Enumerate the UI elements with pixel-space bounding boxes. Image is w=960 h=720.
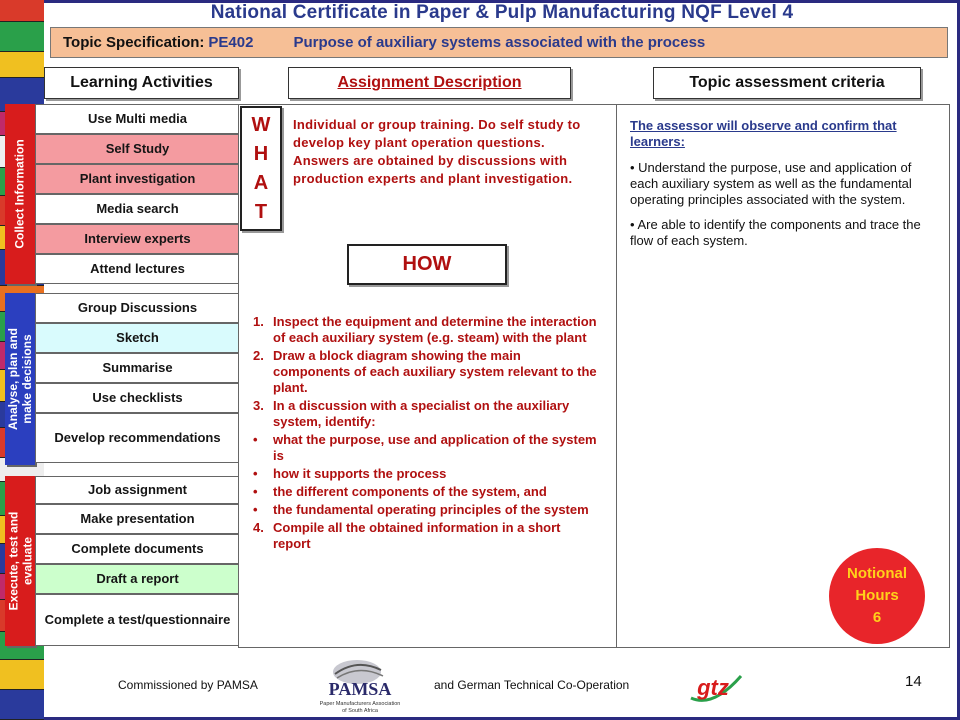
what-letter: H [253,142,269,165]
how-steps-list [253,314,598,554]
pamsa-logo [305,650,415,716]
activity-item: Job assignment [35,476,240,504]
phase-analyse-plan [5,293,35,465]
activity-item: Group Discussions [35,293,240,323]
activity-item: Attend lectures [35,254,240,284]
criteria-intro: The assessor will observe and confirm that learners: [630,118,897,149]
activity-item: Interview experts [35,224,240,254]
list-item: • the different components of the system, and [253,484,547,499]
activity-item: Draft a report [35,564,240,594]
activity-item: Develop recommendations [35,413,240,463]
column-divider [616,104,617,648]
what-letter: A [253,171,269,194]
activity-item: Use Multi media [35,104,240,134]
page-title: National Certificate in Paper & Pulp Manufacturing NQF Level 4 [210,2,794,23]
topic-label: Topic Specification: [63,34,205,51]
list-item: 4. Compile all the obtained information in a short report [253,520,561,551]
how-label-box: HOW [347,244,507,285]
learning-activities-header: Learning Activities [44,67,239,99]
activity-item: Complete documents [35,534,240,564]
what-letter: T [254,200,268,223]
what-letter: W [251,113,271,136]
activity-item: Plant investigation [35,164,240,194]
activity-item: Complete a test/questionnaire [35,594,240,646]
activity-item: Self Study [35,134,240,164]
activity-item: Sketch [35,323,240,353]
criteria-item: • Understand the purpose, use and application of each auxiliary system as well as the fundamental operating principles associated with the system. [630,160,912,207]
assessment-criteria [630,118,930,258]
list-item: • how it supports the process [253,466,447,481]
list-item: 1. Inspect the equipment and determine the interaction of each auxiliary system (e.g. steam) with the plant [253,314,597,345]
phase-collect-label: Collect Information [13,139,27,249]
assignment-description-header[interactable]: Assignment Description [288,67,571,99]
footer-commissioned: Commissioned by PAMSA [118,678,258,692]
notional-hours-badge [829,548,925,644]
phase-analyse-label: Analyse, plan and make decisions [6,327,34,431]
topic-description: Purpose of auxiliary systems associated with the process [293,34,706,51]
pamsa-logo-sub: of South Africa [342,708,378,714]
hours-label: Hours [855,587,899,604]
list-item: 3. In a discussion with a specialist on the auxiliary system, identify: [253,398,570,429]
list-item: • what the purpose, use and application of the system is [253,432,597,463]
gtz-logo [683,668,747,708]
phase-execute-label: Execute, test and evaluate [6,511,35,611]
activity-item: Make presentation [35,504,240,534]
phase-execute-test [5,476,35,646]
topic-assessment-criteria-header: Topic assessment criteria [653,67,921,99]
page-number: 14 [905,673,922,690]
criteria-item: • Are able to identify the components and trace the flow of each system. [630,217,921,248]
activity-item: Use checklists [35,383,240,413]
what-description: Individual or group training. Do self study to develop key plant operation questions. Answers are obtained by discussions with production experts and plant investigation. [293,117,581,186]
activity-item: Summarise [35,353,240,383]
phase-collect-information [5,104,35,284]
footer-gtz-credit: and German Technical Co-Operation [434,678,630,692]
topic-specification-bar [50,27,948,58]
topic-code: PE402 [208,34,254,51]
pamsa-logo-text: PAMSA [328,679,392,699]
notional-label: Notional [847,565,907,582]
pamsa-logo-sub: Paper Manufacturers Association [319,701,401,707]
gtz-logo-text: gtz [697,675,729,700]
list-item: 2. Draw a block diagram showing the main components of each auxiliary system relevant to the plant. [253,348,597,395]
activity-item: Media search [35,194,240,224]
list-item: • the fundamental operating principles of the system [253,502,589,517]
what-label-box [240,106,282,231]
notional-hours-value: 6 [872,609,882,626]
